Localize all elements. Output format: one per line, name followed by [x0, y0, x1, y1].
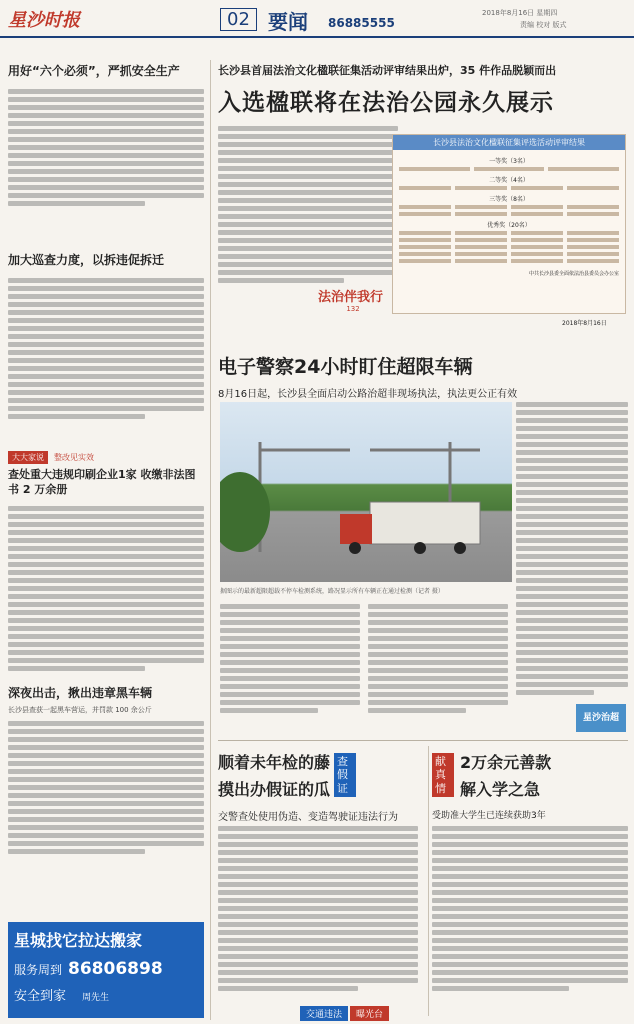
section-title: 要闻: [268, 10, 308, 34]
story-traffic-body-right: [516, 402, 628, 702]
ad-slogan: 安全到家: [14, 989, 67, 1004]
masthead: [0, 0, 634, 38]
results-table: [392, 134, 626, 314]
anti-overload-logo: 星沙治超: [576, 704, 626, 732]
masthead-logo: 星沙时报: [8, 10, 80, 31]
law-badge: [318, 286, 388, 320]
law-badge-number: 132: [346, 305, 360, 313]
article-body-printing: [8, 506, 204, 676]
law-badge-title: 法治伴我行: [318, 290, 384, 305]
top-story-kicker: 长沙县首届法治文化楹联征集活动评审结果出炉，35 件作品脱颖而出: [218, 64, 557, 77]
story-fake-license-headline-1: 顺着未年检的藤: [218, 753, 331, 772]
date-info: 2018年8月16日 星期四: [482, 9, 558, 17]
story-traffic-body-col2: [368, 604, 508, 724]
top-story: [218, 62, 628, 117]
story-traffic-sub: 8月16日起，长沙县全面启动公路治超非现场执法，执法更公正有效: [218, 389, 518, 400]
truck-photo: [220, 402, 512, 582]
top-story-body: [218, 126, 398, 306]
ad-title: 星城找它拉达搬家: [14, 931, 143, 950]
ad-phone: 86806898: [68, 959, 163, 979]
moving-ad[interactable]: [8, 922, 204, 1018]
story-fake-license-tag: 查假证: [334, 753, 356, 797]
story-donation-body: [432, 826, 628, 1006]
article-headline-night: 深夜出击，揪出违章黑车辆: [8, 685, 153, 700]
article-headline-safety: 用好“六个必须”，严抓安全生产: [8, 64, 180, 78]
story-traffic-headline: 电子警察24小时盯住超限车辆: [218, 356, 473, 378]
story-fake-license-headline-2: 摸出办假证的瓜: [218, 780, 331, 799]
top-story-headline: 入选楹联将在法治公园永久展示: [218, 90, 554, 116]
editor-info: 责编 校对 版式: [520, 21, 567, 29]
column-tag: [8, 451, 204, 464]
table-date: 2018年8月16日: [562, 320, 607, 327]
article-body-patrol: [8, 278, 204, 443]
story-donation-sub: 受助准大学生已连续获助3年: [432, 811, 546, 821]
table-title: 长沙县法治文化楹联征集评选活动评审结果: [393, 135, 625, 150]
table-row: 优秀奖（20名）: [487, 222, 531, 229]
article-body-safety: [8, 89, 204, 239]
story-donation: [432, 750, 628, 821]
hotline: 86885555: [328, 16, 395, 30]
story-traffic-body-col1: [220, 604, 360, 724]
story-fake-license-body: [218, 826, 418, 1006]
article-body-night: [8, 721, 204, 871]
story-donation-tag: 献真情: [432, 753, 454, 797]
column-tag-sub: 整改见实效: [54, 453, 94, 462]
ad-contact: 周先生: [82, 993, 110, 1003]
table-org: 中共长沙县委全面依法治县委员会办公室: [528, 271, 619, 277]
truck-photo-drawing: [220, 402, 512, 582]
story-fake-license: [218, 750, 428, 823]
table-row: 二等奖（4名）: [489, 177, 529, 184]
story-donation-headline-2: 解入学之急: [460, 780, 541, 799]
photo-caption: 据图示的最新超限超载不停车检测系统，路况显示所有车辆正在通过检测（记者 摄）: [220, 588, 444, 595]
article-headline-patrol: 加大巡查力度，以拆违促拆迁: [8, 253, 165, 267]
column-tag-label: 大大家说: [8, 451, 48, 464]
story-donation-headline-1: 2万余元善款: [460, 753, 552, 772]
table-row: 一等奖（3名）: [489, 158, 529, 165]
article-sub-night: 长沙县查获一起黑车营运，并罚款 100 余公斤: [8, 705, 152, 714]
story-fake-license-sub: 交警查处使用伪造、变造驾驶证违法行为: [218, 812, 398, 823]
footer-tag-violation: 交通违法: [300, 1006, 348, 1021]
story-traffic: [218, 352, 628, 400]
left-column: [8, 62, 204, 1022]
ad-service: 服务周到: [14, 963, 63, 977]
page-number: 02: [220, 8, 257, 31]
article-headline-printing: 查处重大违规印刷企业1家 收缴非法图书 2 万余册: [8, 468, 196, 496]
table-row: 三等奖（8名）: [489, 196, 529, 203]
footer-tag-exposure: 曝光台: [350, 1006, 389, 1021]
